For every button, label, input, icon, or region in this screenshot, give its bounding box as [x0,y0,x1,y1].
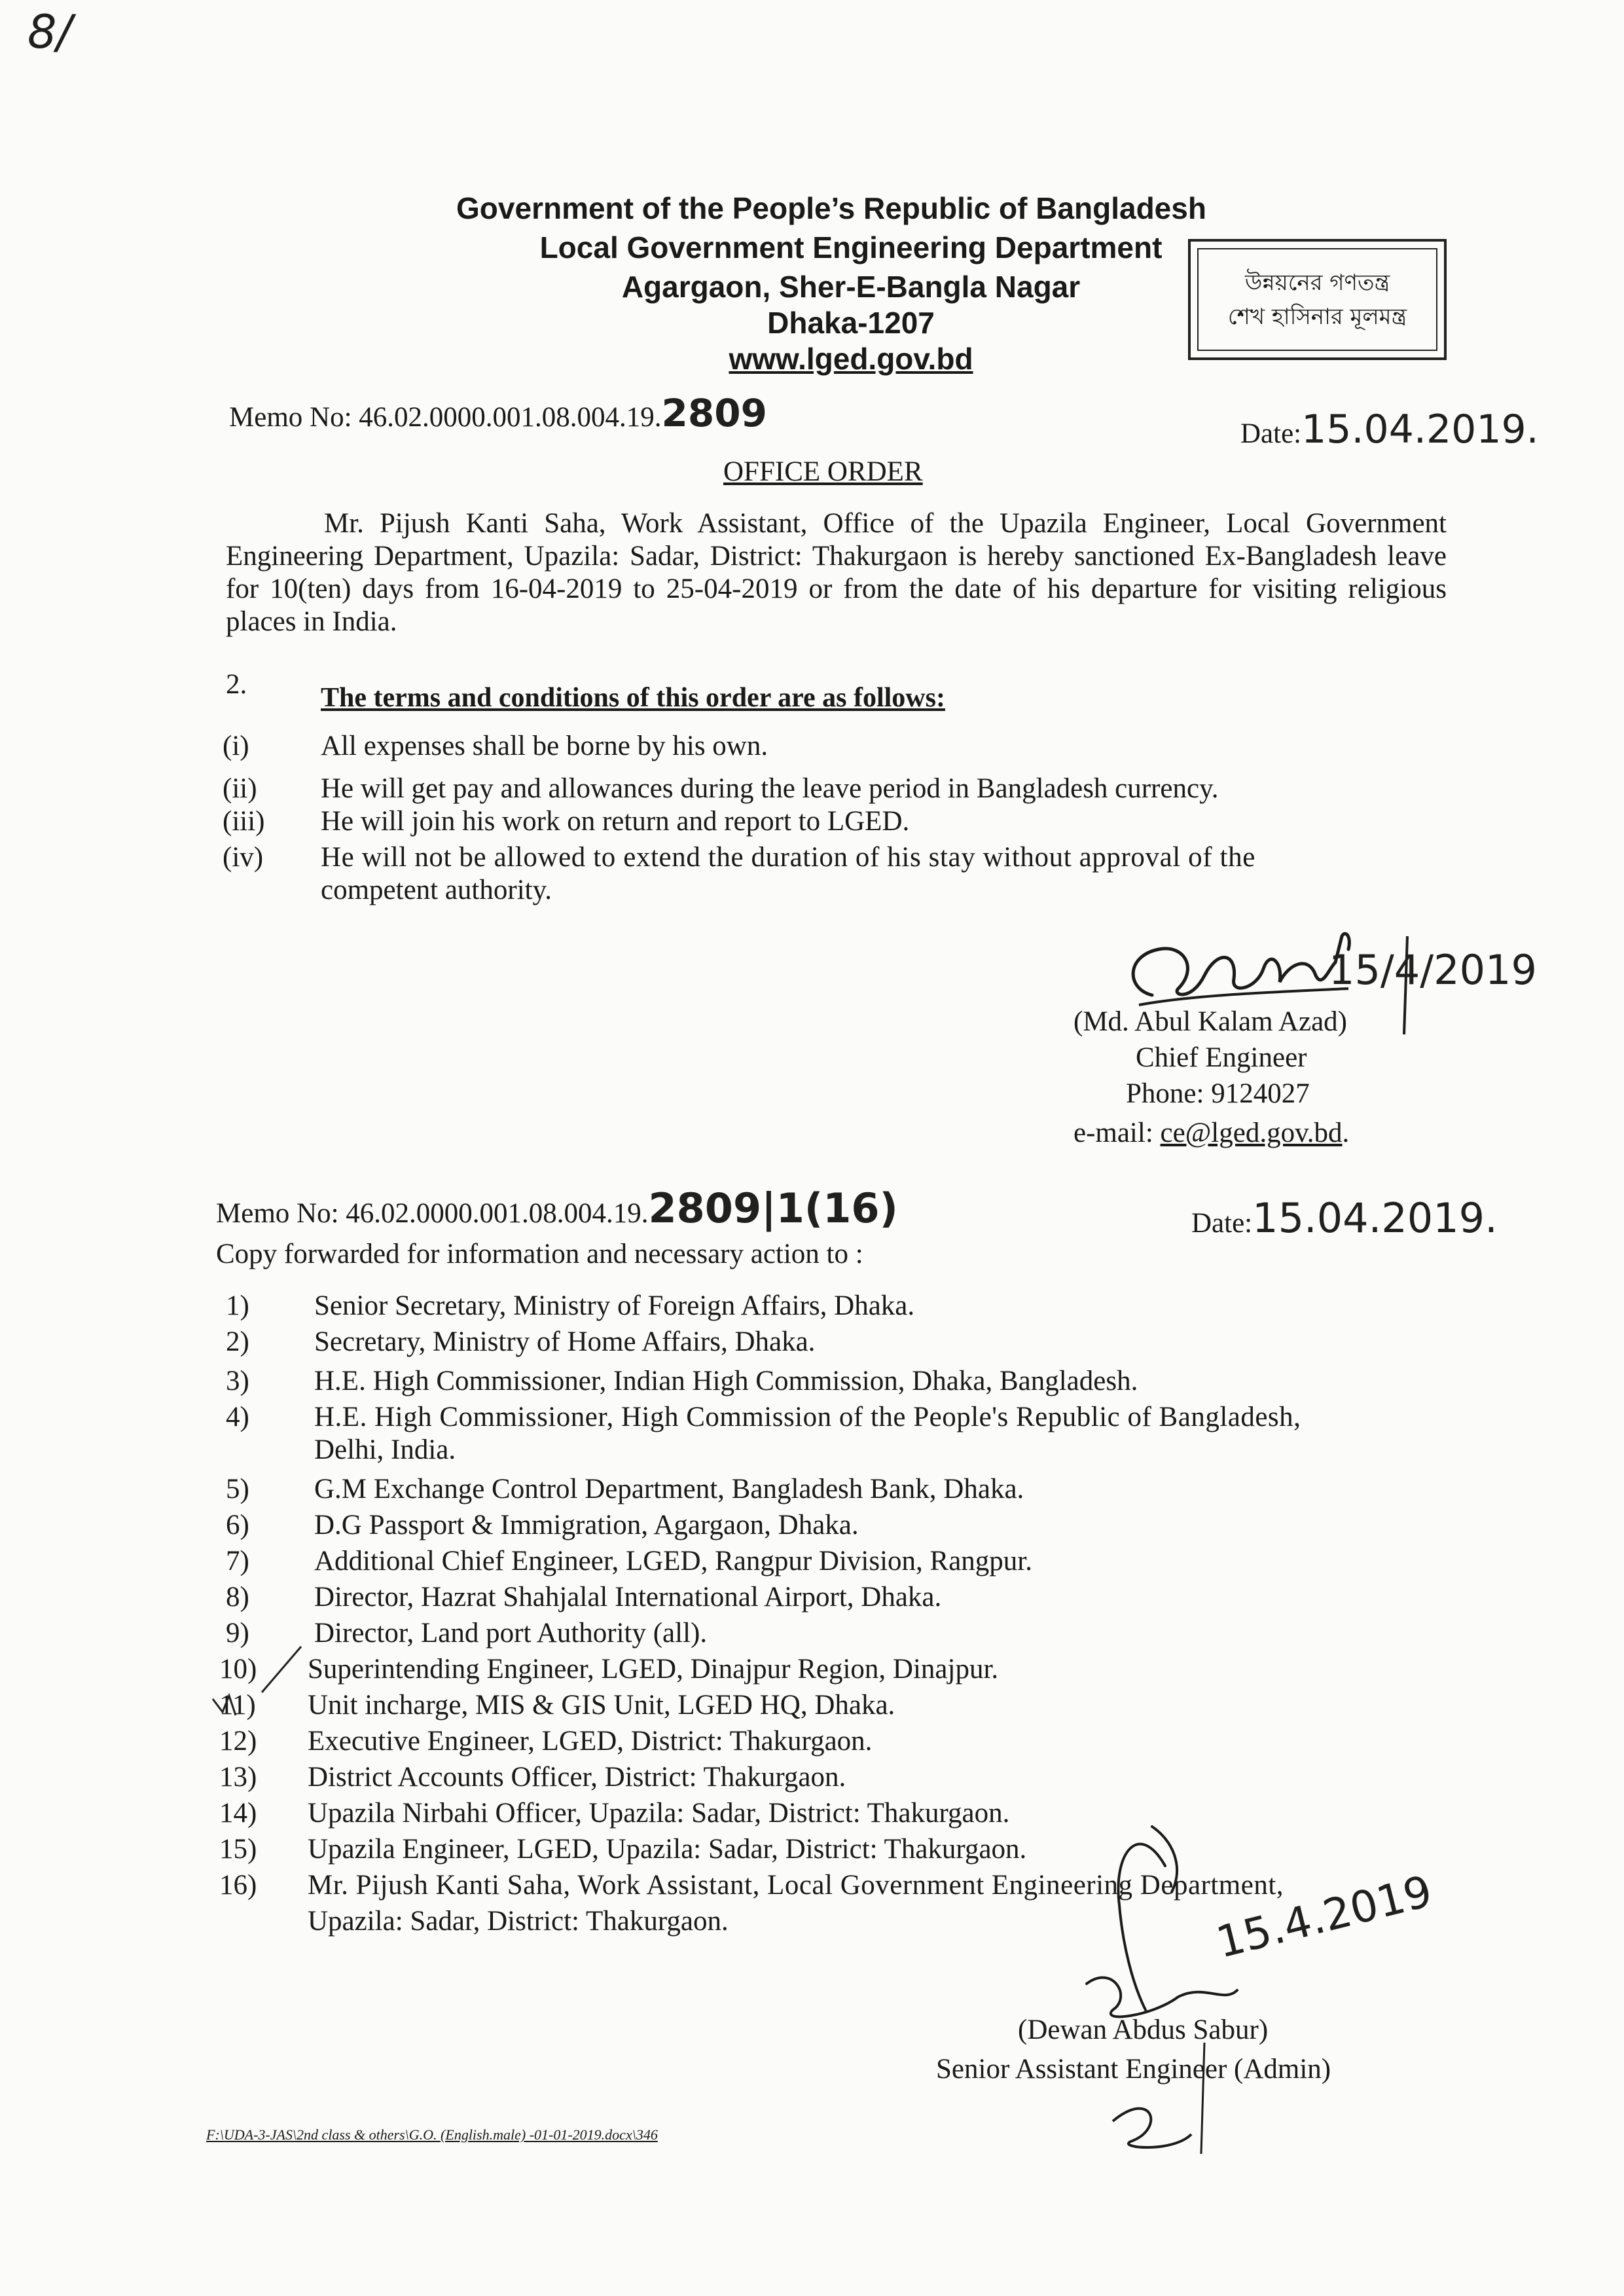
recipient-number: 1) [226,1290,249,1321]
recipient-text: Upazila Engineer, LGED, Upazila: Sadar, District: Thakurgaon. [308,1834,1027,1865]
term-text: He will get pay and allowances during the leave period in Bangladesh currency. [321,773,1219,804]
header-line-address: Agargaon, Sher-E-Bangla Nagar [621,270,1081,304]
header-line-city: Dhaka-1207 [767,306,935,340]
copy-forwarded-line: Copy forwarded for information and necessary action to : [216,1239,863,1269]
term-number: (iv) [223,842,264,873]
recipient-text: District Accounts Officer, District: Thakurgaon. [308,1762,846,1793]
section-number: 2. [226,669,247,700]
term-number: (ii) [223,773,257,804]
recipient-text: Upazila Nirbahi Officer, Upazila: Sadar, District: Thakurgaon. [308,1798,1010,1829]
footer-file-path: F:\UDA-3-JAS\2nd class & others\G.O. (English.male) -01-01-2019.docx\346 [206,2126,658,2143]
recipient-number: 15) [219,1834,257,1865]
header-line-government: Government of the People’s Republic of Bangladesh [456,191,1206,225]
senior-engineer-title: Senior Assistant Engineer (Admin) [936,2054,1331,2085]
recipient-text: Delhi, India. [314,1434,456,1465]
senior-engineer-signature [1074,1813,1479,2154]
recipient-number: 4) [226,1402,249,1432]
memo-number-prefix: Memo No: 46.02.0000.001.08.004.19. [229,402,662,433]
recipient-number: 3) [226,1366,249,1396]
slogan-line-1: উন্নয়নের গণতন্ত্র [1244,269,1390,296]
email-link[interactable]: ce@lged.gov.bd [1160,1118,1343,1148]
recipient-number: 8) [226,1582,249,1613]
recipient-text: Secretary, Ministry of Home Affairs, Dhaka. [314,1326,816,1357]
recipient-number: 12) [219,1726,257,1757]
chief-engineer-phone: Phone: 9124027 [1126,1078,1310,1109]
handwritten-tick-marks [209,1633,314,1732]
memo-number-line [229,391,767,435]
recipient-text: Senior Secretary, Ministry of Foreign Affairs, Dhaka. [314,1290,915,1321]
office-order-title: OFFICE ORDER [723,456,923,487]
recipient-text: H.E. High Commissioner, High Commission of the People's Republic of Bangladesh, [314,1402,1301,1432]
term-text: He will join his work on return and report to LGED. [321,806,910,837]
recipient-number: 9) [226,1618,249,1649]
memo2-number-prefix: Memo No: 46.02.0000.001.08.004.19. [216,1198,649,1229]
recipient-number: 10) [219,1654,257,1685]
recipient-number: 7) [226,1546,249,1576]
recipient-number: 5) [226,1474,249,1504]
slogan-box [1188,239,1447,360]
slogan-line-2: শেখ হাসিনার মূলমন্ত্র [1227,303,1407,330]
recipient-text: Director, Hazrat Shahjalal International Airport, Dhaka. [314,1582,942,1613]
header-line-department: Local Government Engineering Department [539,230,1163,264]
recipient-text: Director, Land port Authority (all). [314,1618,708,1649]
memo-date-label: Date: [1240,418,1302,449]
term-text: All expenses shall be borne by his own. [321,731,768,761]
term-text: competent authority. [321,875,552,905]
email-end: . [1342,1118,1350,1148]
header-website[interactable]: www.lged.gov.bd [729,342,973,376]
memo2-date-label: Date: [1191,1208,1253,1239]
memo-date-line [1240,407,1539,452]
recipient-text: Mr. Pijush Kanti Saha, Work Assistant, Local Government Engineering Department, [308,1870,1284,1901]
chief-engineer-email-line [1074,1116,1349,1150]
email-label: e-mail: [1074,1118,1161,1148]
recipient-number: 16) [219,1870,257,1901]
chief-engineer-title: Chief Engineer [1136,1042,1307,1073]
term-number: (i) [223,731,249,761]
recipient-number: 13) [219,1762,257,1793]
recipient-number: 11) [219,1690,256,1721]
corner-handwritten-mark: 8/ [27,5,73,59]
memo2-date-handwritten: 15.04.2019. [1252,1194,1498,1242]
memo-date-handwritten: 15.04.2019. [1301,407,1539,452]
recipient-text: Executive Engineer, LGED, District: Thakurgaon. [308,1726,873,1757]
recipient-text: H.E. High Commissioner, Indian High Commission, Dhaka, Bangladesh. [314,1366,1138,1396]
term-number: (iii) [223,806,265,837]
chief-engineer-sign-date: 15/4/2019 [1329,946,1537,994]
recipient-text: Superintending Engineer, LGED, Dinajpur Region, Dinajpur. [308,1654,999,1685]
memo2-date-line [1191,1194,1498,1242]
memo2-number-handwritten: 2809|1(16) [648,1184,898,1232]
recipient-text: D.G Passport & Immigration, Agargaon, Dhaka. [314,1510,859,1540]
recipient-text: G.M Exchange Control Department, Bangladesh Bank, Dhaka. [314,1474,1024,1504]
recipient-number: 6) [226,1510,249,1540]
recipient-number: 2) [226,1326,249,1357]
senior-engineer-name: (Dewan Abdus Sabur) [1018,2014,1269,2045]
chief-engineer-name: (Md. Abul Kalam Azad) [1074,1006,1347,1037]
recipient-text: Upazila: Sadar, District: Thakurgaon. [308,1906,729,1937]
term-text: He will not be allowed to extend the duration of his stay without approval of the [321,842,1255,873]
senior-engineer-sign-date: 15.4.2019 [1211,1865,1437,1968]
term-row-4-continued [321,874,552,907]
office-order-body-text: Mr. Pijush Kanti Saha, Work Assistant, Office of the Upazila Engineer, Local Government Engineering Department, Upazila: Sadar, District: Thakurgaon is hereby sanctioned Ex-Bangladesh leave for 10(ten) days from 16-04-2019 to 25-04-2019 or from the date of his departure for visiting religious places in India. [226,508,1447,637]
office-order-body [226,507,1447,638]
recipient-text: Unit incharge, MIS & GIS Unit, LGED HQ, Dhaka. [308,1690,895,1721]
terms-heading: The terms and conditions of this order are as follows: [321,683,945,713]
recipient-text: Additional Chief Engineer, LGED, Rangpur Division, Rangpur. [314,1546,1033,1576]
memo2-number-line [216,1184,898,1232]
recipient-number: 14) [219,1798,257,1829]
memo-number-handwritten: 2809 [661,391,767,435]
